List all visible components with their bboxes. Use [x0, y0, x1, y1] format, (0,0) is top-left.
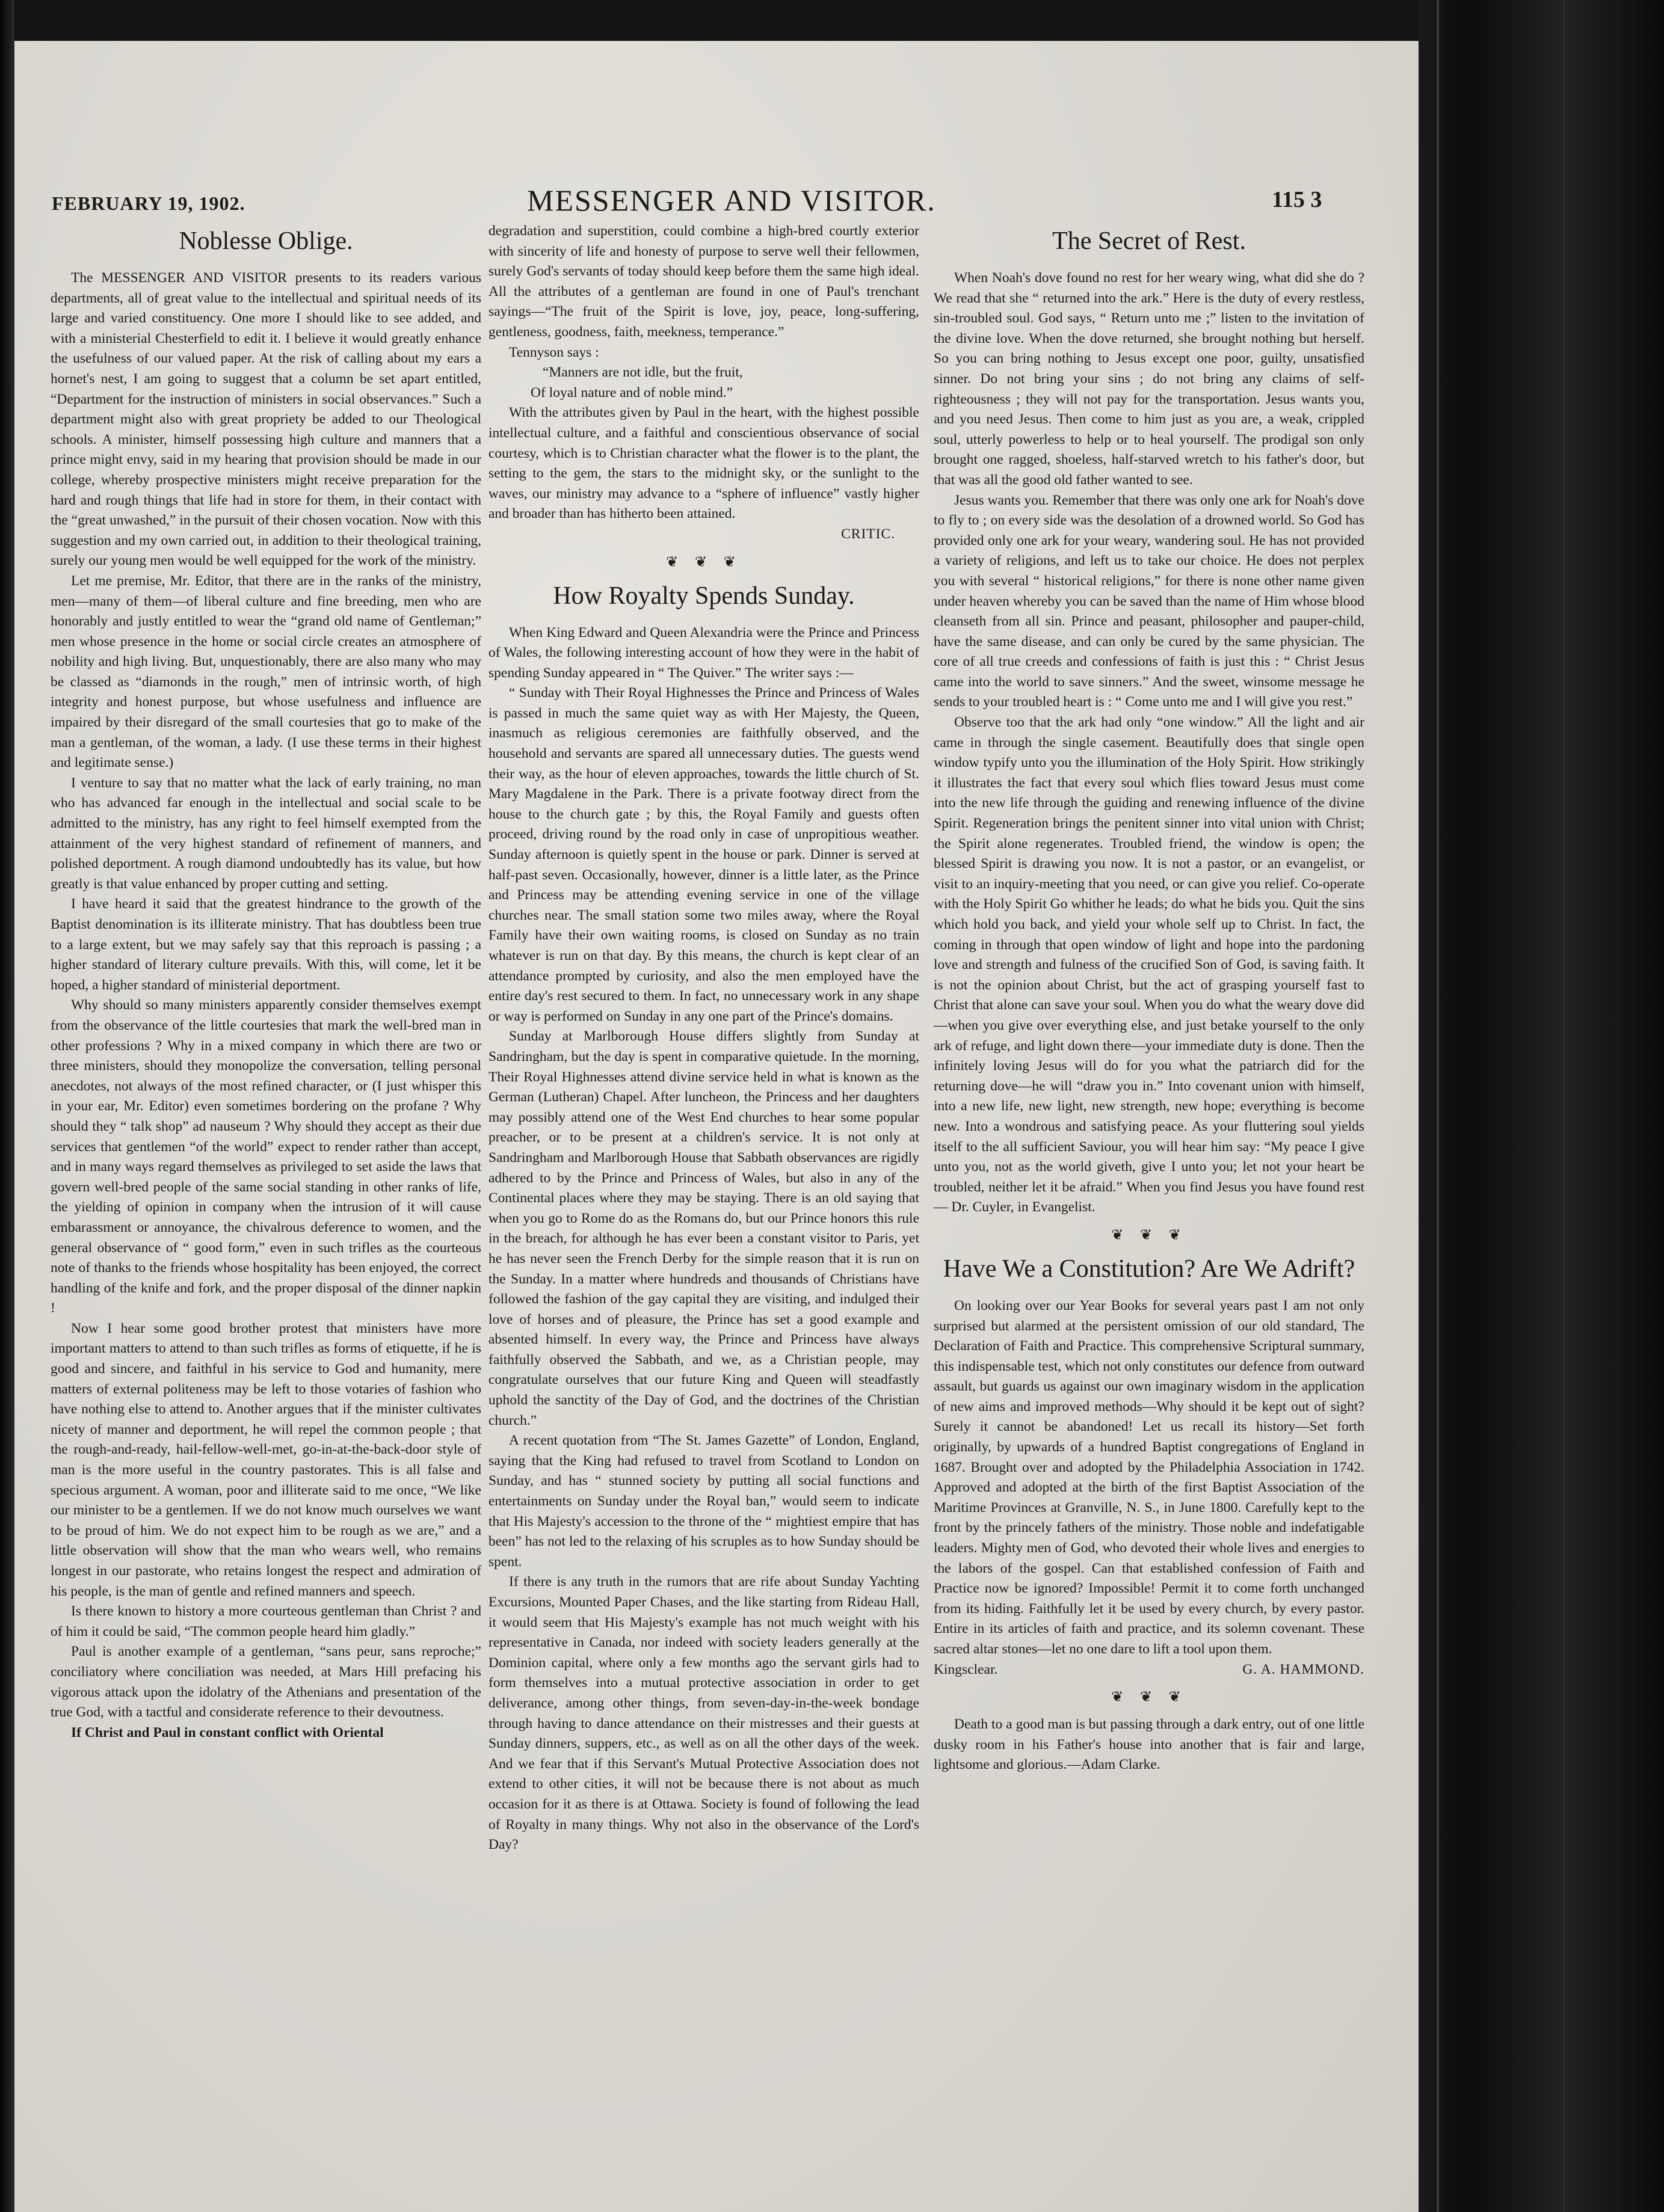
- header-page-number: 115 3: [1272, 187, 1322, 212]
- paragraph: Is there known to history a more courteous gentleman than Christ ? and of him it could be said, “The common people heard him gladly.”: [51, 1603, 481, 1639]
- header-masthead: MESSENGER AND VISITOR.: [527, 183, 936, 217]
- signature: G. A. HAMMOND.: [1242, 1661, 1364, 1677]
- tennyson-quote: [488, 363, 919, 403]
- tennyson-intro: Tennyson says :: [509, 344, 599, 360]
- paragraph: Why should so many ministers apparently consider themselves exempt from the observance of the little courtesies that mark the well-bred man in other professions ? Why in a mixed company in which there are two or three ministers, should they monopolize the conversation, telling personal anecdotes, not always of the most refined character, or (I just whisper this in your ear, Mr. Editor) even sometimes bordering on the profane ? Why should they “ talk shop” ad nauseum ? Why should they accept as their due services that gentlemen “of the world” expect to render rather than accept, and in many ways regard themselves as privileged to set aside the laws that govern well-bred people of the same social standing in other ranks of life, the yielding of opinion in company when the intrusion of it will cause embarassment or annoyance, the chivalrous deference to women, and the general observance of “ good form,” even in such trifles as the courteous note of thanks to the friends whose hospitality has been enjoyed, the correct handling of the knife and fork, and the proper disposal of the dinner napkin !: [51, 997, 481, 1316]
- paragraph: The MESSENGER AND VISITOR presents to its readers various departments, all of great value to the intellectual and spiritual needs of its large and varied constituency. One more I should like to see added, and with a ministerial Chesterfield to edit it. I believe it would greatly enhance the usefulness of our valued paper. At the risk of calling about my ears a hornet's nest, I am going to suggest that a column be set apart entitled, “Department for the instruction of ministers in social observances.” Such a department might also with great propriety be added to our Theological schools. A minister, himself possessing high culture and manners that a prince might envy, said in my hearing that provision should be made in our college, whereby prospective ministers might receive preparation for the hard and rough things that life had in store for them, in their contact with the “great unwashed,” in the pursuit of their chosen vocation. Now with this suggestion and my own carried out, in addition to their theological training, surely our young men would be well equipped for the work of the ministry.: [51, 270, 481, 569]
- newspaper-page: [14, 41, 1419, 2212]
- paragraph: Observe too that the ark had only “one window.” All the light and air came in through the single casement. Beautifully does that single open window typify unto you the illumination of the Holy Spirit. How strikingly it illustrates the fact that every soul which flies toward Jesus must come into the new life through the guiding and renewing influence of the divine Spirit. Regeneration brings the penitent sinner into vital union with Christ; the Spirit alone regenerates. Troubled friend, the window is open; the blessed Spirit is drawing you now. It is not a pastor, or an evangelist, or visit to an inquiry-meeting that you need, or can give you relief. Co-operate with the Holy Spirit Go whither he leads; do what he bids you. Quit the sins which hold you back, and yield your whole self up to Christ. In fact, the coming in through that open window of light and hope into the pardoning love and strength and fulness of the crucified Son of God, is saving faith. It is not the opinion about Christ, but the act of grasping yourself fast to Christ that alone can save your soul. When you do what the weary dove did—when you give over everything else, and just betake yourself to the only ark of refuge, and light down there—your immediate duty is done. Then the infinitely loving Jesus will do for you what the patriarch did for the returning dove—he will “draw you in.” Into covenant union with himself, into a new life, new light, new strength, new hope; everything is become new. Into a wondrous and satisfying peace. As your fluttering soul yields itself to the all sufficient Saviour, you will hear him say: “My peace I give unto you, not as the world giveth, give I unto you; let not your heart be troubled, neither let it be afraid.” When you find Jesus you have found rest — Dr. Cuyler, in Evangelist.: [934, 714, 1364, 1215]
- paragraph: With the attributes given by Paul in the heart, with the highest possible intellectual culture, and a faithful and conscientious observance of social courtesy, which is to Christian character what the flower is to the plant, the setting to the gem, the stars to the midnight sky, or the sunlight to the waves, our ministry may advance to a “sphere of influence” vastly higher and broader than has hitherto been attained.: [488, 405, 919, 522]
- paragraph: I venture to say that no matter what the lack of early training, no man who has advanced far enough in the intellectual and social scale to be admitted to the ministry, has any right to feel himself exempted from the attainment of the very highest standard of refinement of manners, and polished deportment. A rough diamond undoubtedly has its value, but how greatly is that value enhanced by proper cutting and setting.: [51, 775, 481, 892]
- film-edge-left: [0, 0, 14, 2212]
- paragraph: Now I hear some good brother protest that ministers have more important matters to attend to than such trifles as forms of etiquette, if he is good and sincere, and faithful in his service to God and humanity, mere matters of external politeness may be left to those votaries of fashion who have nothing else to attend to. Another argues that if the minister cultivates nicety of manner and deportment, he will repel the common people ; that the rough-and-ready, hail-fellow-well-met, go-in-at-the-back-door style of man is the more useful in the country pastorates. This is all false and specious argument. A woman, poor and illiterate said to me once, “We like our minister to be a gentlemen. If we do not know much ourselves we want to be proud of him. We do not expect him to be rough as we are,” and a little observation will show that the man who wears well, who remains longest in our pastorate, who retains longest the respect and admiration of his people, is the man of gentle and refined manners and speech.: [51, 1320, 481, 1599]
- paragraph-continued: degradation and superstition, could combine a high-bred courtly exterior with sincerity of life and honesty of purpose to serve well their fellowmen, surely God's servants of today should keep before them the same high ideal. All the attributes of a gentleman are found in one of Paul's trenchant sayings—“The fruit of the Spirit is love, joy, peace, long-suffering, gentleness, goodness, faith, meekness, temperance.”: [488, 223, 919, 340]
- paragraph: Jesus wants you. Remember that there was only one ark for Noah's dove to fly to ; on every side was the desolation of a drowned world. So God has provided only one ark for your weary, wandering soul. He has not provided a variety of religions, and left us to take our choice. He does not perplex you with several “ historical religions,” for there is none other name given under heaven whereby you can be saved than the name of Him whose blood cleanseth from all sin. Prince and peasant, philosopher and pauper-child, have the same disease, and can only be cured by the same physician. The core of all true creeds and confessions of faith is just this : “ Christ Jesus came into the world to save sinners.” And the sweet, winsome message he sends to your troubled heart is : “ Come unto me and I will give you rest.”: [934, 492, 1364, 710]
- paragraph: Let me premise, Mr. Editor, that there are in the ranks of the ministry, men—many of them—of liberal culture and fine breeding, men who are honorably and justly entitled to wear the “grand old name of Gentleman;” men whose presence in the home or social circle creates an atmosphere of nobility and high living. But, unquestionably, there are also many who may be classed as “diamonds in the rough,” men of intrinsic worth, of high integrity and honest purpose, but whose usefulness and influence are impaired by their disregard of the small courtesies that go to make of the man a gentleman, of the woman, a lady. (I use these terms in their highest and legitimate sense.): [51, 573, 481, 771]
- paragraph: “ Sunday with Their Royal Highnesses the Prince and Princess of Wales is passed in much the same quiet way as with Her Majesty, the Queen, inasmuch as religious ceremonies are faithfully observed, and the household and servants are spared all unnecessary duties. The guests wend their way, as the hour of eleven approaches, towards the little church of St. Mary Magdalene in the Park. There is a private footway direct from the house to the church gate ; by this, the Royal Family and guests often proceed, driving round by the road only in case of unpropitious weather. Sunday afternoon is quietly spent in the house or park. Dinner is served at half-past seven. Occasionally, however, dinner is a little later, as the Prince and Princess may be attending evening service in one of the village churches near. The small station some two miles away, where the Royal Family have their own waiting rooms, is closed on Sunday as no train whatever is run on that day. By this means, the church is kept clear of an attendance prompted by curiosity, and also the men employed have the entire day's rest secured to them. In fact, no unnecessary work in any shape or way is performed on Sunday in any one part of the Prince's domains.: [488, 685, 919, 1024]
- page-header: [52, 179, 1375, 221]
- paragraph: I have heard it said that the greatest hindrance to the growth of the Baptist denomination is its illiterate ministry. That has doubtless been true to a large extent, but we may safely say that this reproach is passing ; a higher standard of literary culture prevails. With this, will come, let it be hoped, a higher standard of ministerial deportment.: [51, 896, 481, 993]
- article-title-royalty-sunday: How Royalty Spends Sunday.: [553, 582, 855, 610]
- paragraph: A recent quotation from “The St. James Gazette” of London, England, saying that the King had refused to travel from Scotland to London on Sunday, and has “ stunned society by putting all social functions and entertainments on Sunday under the Royal ban,” would seem to indicate that His Majesty's accession to the throne of the “ mightiest empire that has been” has not led to the relaxing of his scruples as to how Sunday should be spent.: [488, 1433, 919, 1570]
- quote-line: “Manners are not idle, but the fruit,: [543, 364, 743, 381]
- paragraph: Sunday at Marlborough House differs slightly from Sunday at Sandringham, but the day is spent in comparative quietude. In the morning, Their Royal Highnesses attend divine service held in what is known as the German (Lutheran) Chapel. After luncheon, the Princess and her daughters may possibly attend one of the West End churches to hear some popular preacher, or to be present at a children's service. It is not only at Sandringham and Marlborough House that Sabbath observances are rigidly adhered to by the Prince and Princess of Wales, but also in any of the Continental places where they may be staying. There is an old saying that when you go to Rome do as the Romans do, but our Prince honors this rule in the breach, for although he has ever been a constant visitor to Paris, yet he has never seen the French Derby for the simple reason that it is run on the Sunday. In a matter where hundreds and thousands of Christians have followed the fashion of the gay capital they are visiting, and indulged their love of horses and of pleasure, the Prince has set a good example and absented himself. In every way, the Prince and Princess have always faithfully observed the Sabbath, and we, as a Christian people, may congratulate ourselves that our future King and Queen will steadfastly uphold the sanctity of the Day of God, and the doctrines of the Christian church.”: [488, 1028, 919, 1428]
- signature-place: Kingsclear.: [934, 1661, 998, 1677]
- film-edge-right: [1419, 0, 1664, 2212]
- section-ornament: ❦ ❦ ❦: [1111, 1226, 1187, 1243]
- article-title-secret-of-rest: The Secret of Rest.: [1052, 227, 1246, 255]
- section-ornament: ❦ ❦ ❦: [666, 553, 742, 570]
- paragraph: If there is any truth in the rumors that are rife about Sunday Yachting Excursions, Mounted Paper Chases, and the like starting from Rideau Hall, it would seem that His Majesty's example has not much weight with his representative in Canada, nor indeed with society leaders generally at the Dominion capital, where only a few months ago the servant girls had to form themselves into a mutual protective association in order to get deliverance, among other things, from seven-day-in-the-week bondage through having to dance attendance on their mistresses and their guests at Sunday dinners, suppers, etc., as well as on all the other days of the week. And we fear that if this Servant's Mutual Protective Association does not extend to other cities, it will not be because there is not about as much occasion for it as there is at Ottawa. Society is found of following the lead of Royalty in many things. Why not also in the observance of the Lord's Day?: [488, 1574, 919, 1853]
- column-3: [934, 221, 1364, 1775]
- paragraph: When Noah's dove found no rest for her weary wing, what did she do ? We read that she “ returned into the ark.” Here is the duty of every restless, sin-troubled soul. God says, “ Return unto me ;” listen to the invitation of the divine love. When the dove returned, she brought nothing but herself. So you can bring nothing to Jesus except one poor, guilty, unsatisfied sinner. Do not bring your sins ; do not bring any claims of self-righteousness ; they will not pay for the transportation. Jesus wants you, and you need Jesus. Then come to him just as you are, a weak, crippled soul, utterly powerless to help or to heal yourself. The prodigal son only brought one ragged, shoeless, half-starved wretch to his father's door, but that was all the good old father wanted to see.: [934, 270, 1364, 488]
- paragraph: On looking over our Year Books for several years past I am not only surprised but alarmed at the persistent omission of our old standard, The Declaration of Faith and Practice. This comprehensive Scriptural summary, this indispensable test, which not only constitutes our defence from outward assault, but guards us against our own imaginary wisdom in the application of new aims and improved methods—Why should it be kept out of sight? Surely it cannot be abandoned! Let us recall its history—Set forth originally, by upwards of a hundred Baptist congregations of England in 1687. Brought over and adopted by the Philadelphia Association in 1742. Approved and adopted at the birth of the first Baptist Association of the Maritime Provinces at Granville, N. S., in June 1800. Carefully kept to the front by the princely fathers of the ministry. Those noble and indefatigable leaders. Mighty men of God, who devoted their whole lives and energies to the labors of the gospel. Can that established confession of Faith and Practice now be ignored? Impossible! Permit it to come forth unchanged from its hiding. Faithfully let it be used by every church, by every pastor. Entire in its articles of faith and practice, and its solemn covenant. These sacred altar stones—let no one dare to lift a tool upon them.: [934, 1297, 1364, 1657]
- header-date: FEBRUARY 19, 1902.: [52, 192, 245, 214]
- paragraph: If Christ and Paul in constant conflict with Oriental: [71, 1724, 384, 1740]
- closing-quote: Death to a good man is but passing through a dark entry, out of one little dusky room in his Father's house into another that is fair and large, lightsome and glorious.—Adam Clarke.: [934, 1716, 1364, 1773]
- column-2: [488, 221, 919, 1855]
- signature: CRITIC.: [841, 526, 895, 542]
- article-title-noblesse-oblige: Noblesse Oblige.: [179, 227, 353, 255]
- article-title-constitution: Have We a Constitution? Are We Adrift?: [943, 1255, 1355, 1283]
- quote-line: Of loyal nature and of noble mind.”: [531, 384, 733, 401]
- paragraph: Paul is another example of a gentleman, “sans peur, sans reproche;” conciliatory where conciliation was needed, at Mars Hill prefacing his vigorous attack upon the idolatry of the Athenians and presentation of the true God, with a tactful and considerate reference to their devoutness.: [51, 1644, 481, 1721]
- signature-line: [934, 1660, 1364, 1680]
- signature-line: [488, 524, 919, 545]
- paragraph: When King Edward and Queen Alexandria were the Prince and Princess of Wales, the following interesting account of how they were in the habit of spending Sunday appeared in “ The Quiver.” The writer says :—: [488, 624, 919, 681]
- section-ornament: ❦ ❦ ❦: [1111, 1688, 1187, 1706]
- column-1: [51, 221, 481, 1743]
